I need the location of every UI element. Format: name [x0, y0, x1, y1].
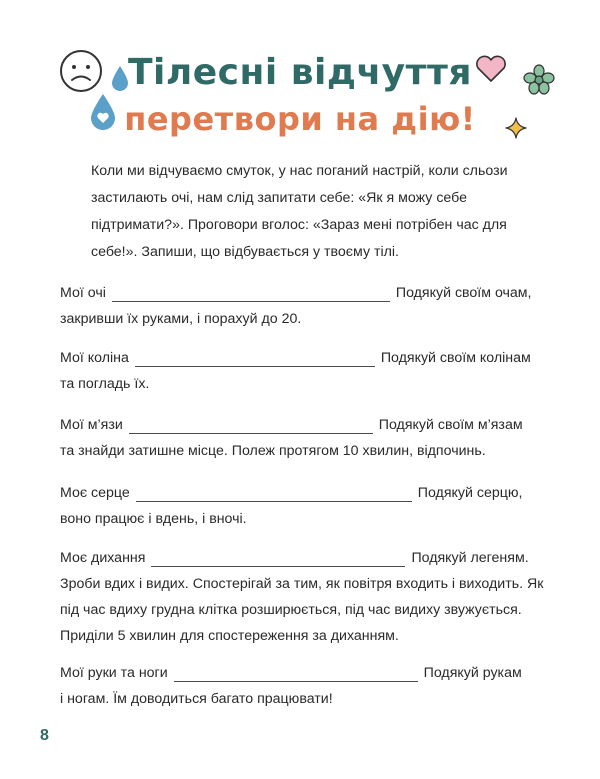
prompt-thanks: Подякуй своїм колінам [380, 350, 531, 366]
answer-line[interactable] [129, 419, 373, 434]
answer-line[interactable] [174, 667, 418, 682]
prompt-label: Моє дихання [60, 550, 146, 566]
prompt-instruction: та знайди затишне місце. Полеж протягом 10 хвилин, відпочинь. [60, 443, 486, 459]
answer-line[interactable] [151, 552, 405, 567]
prompt-label: Мої руки та ноги [60, 665, 168, 681]
prompt-thanks: Подякуй серцю, [417, 485, 523, 501]
page-subtitle: перетвори на дію! [124, 100, 476, 138]
prompt-instruction: та погладь їх. [60, 376, 150, 392]
prompt-breathing [60, 545, 550, 649]
prompt-eyes [60, 280, 550, 332]
prompt-label: Мої коліна [60, 350, 129, 366]
page-title: Тілесні відчуття [128, 52, 472, 93]
prompt-label: Моє серце [60, 485, 130, 501]
answer-line[interactable] [135, 352, 375, 367]
prompt-instruction: Зроби вдих і видих. Спостерігай за тим, як повітря входить і виходить. Як під час вдиху грудна клітка розширюється, під час видиху звужується. Приділи 5 хвилин для спостереження за диханням. [60, 576, 544, 644]
prompt-muscles [60, 412, 550, 464]
prompt-knees [60, 345, 550, 397]
answer-line[interactable] [136, 487, 412, 502]
prompt-heart [60, 480, 550, 532]
prompt-label: Мої очі [60, 285, 106, 301]
prompt-label: Мої м’язи [60, 417, 123, 433]
prompt-thanks: Подякуй легеням. [411, 550, 529, 566]
prompt-thanks: Подякуй рукам [423, 665, 522, 681]
prompt-instruction: воно працює і вдень, і вночі. [60, 511, 247, 527]
prompt-instruction: закривши їх руками, і порахуй до 20. [60, 311, 302, 327]
answer-line[interactable] [112, 287, 390, 302]
prompt-thanks: Подякуй своїм м’язам [378, 417, 523, 433]
prompt-instruction: і ногам. Їм доводиться багато працювати! [60, 691, 333, 707]
prompt-thanks: Подякуй своїм очам, [395, 285, 532, 301]
page-number: 8 [40, 727, 49, 744]
prompt-arms-legs [60, 660, 550, 712]
intro-paragraph: Коли ми відчуваємо смуток, у нас поганий настрій, коли сльози застилають очі, нам слід запитати себе: «Як я можу себе підтримати?». Проговори вголос: «Зараз мені потрібен час для себе!». Запиши, що відбувається у твоєму тілі. [91, 163, 508, 260]
